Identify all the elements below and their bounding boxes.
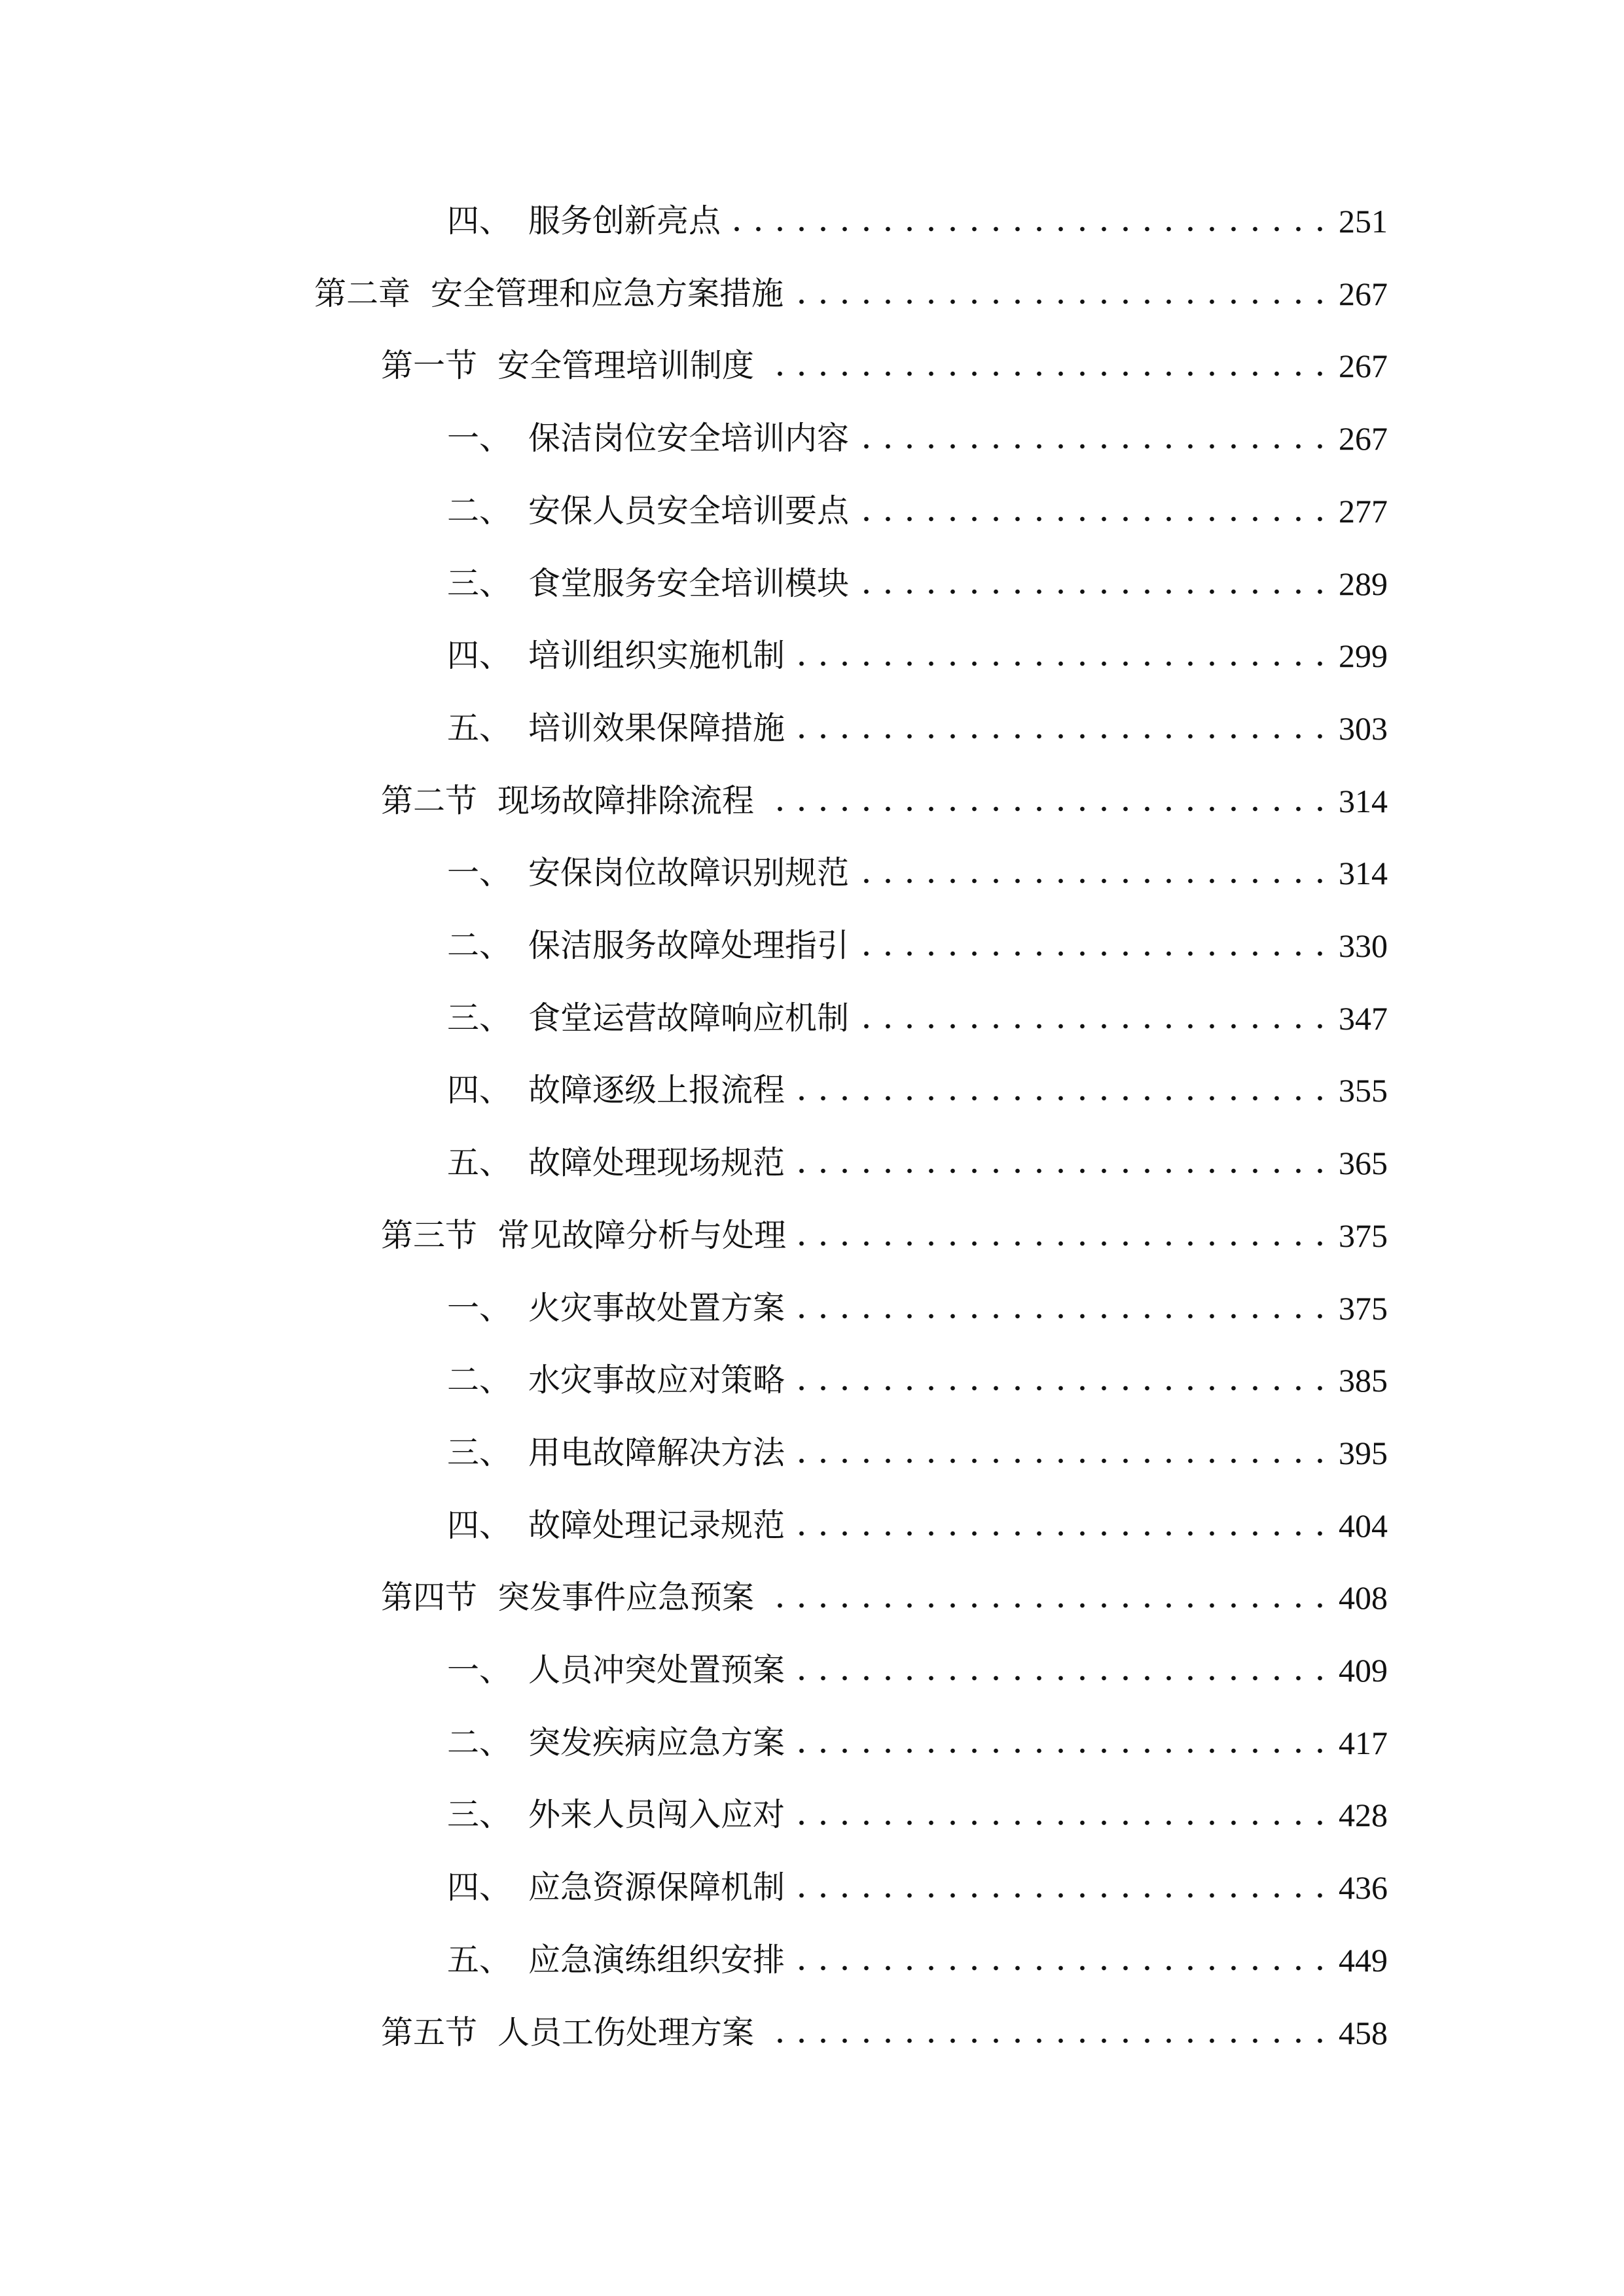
toc-page-number: 375 xyxy=(1339,1289,1388,1327)
toc-marker: 第一节 xyxy=(381,347,478,385)
toc-marker: 一、 xyxy=(447,1289,512,1327)
toc-entry-item[interactable] xyxy=(0,558,1388,610)
toc-title: 培训组织实施机制 xyxy=(528,637,785,675)
toc-entry-section[interactable] xyxy=(0,2007,1388,2059)
dot-leader xyxy=(793,268,1331,320)
toc-title: 水灾事故应对策略 xyxy=(528,1361,785,1399)
toc-title: 安全管理培训制度 xyxy=(497,347,755,385)
toc-title: 故障处理现场规范 xyxy=(528,1144,785,1182)
toc-page-number: 314 xyxy=(1339,855,1388,892)
toc-marker: 四、 xyxy=(447,202,512,240)
toc-marker: 四、 xyxy=(447,1506,512,1544)
toc-page-number: 314 xyxy=(1339,782,1388,819)
toc-title: 突发疾病应急方案 xyxy=(528,1723,785,1761)
dot-leader xyxy=(794,1499,1331,1552)
toc-entry-item[interactable] xyxy=(0,847,1388,899)
toc-marker: 第二章 xyxy=(314,274,411,312)
toc-entry-item[interactable] xyxy=(0,1861,1388,1914)
dot-leader xyxy=(794,1934,1331,1986)
toc-marker: 五、 xyxy=(447,1941,512,1979)
toc-entry-item[interactable] xyxy=(0,1282,1388,1335)
toc-page-number: 417 xyxy=(1339,1724,1388,1761)
dot-leader xyxy=(763,340,1331,392)
dot-leader xyxy=(795,1210,1331,1262)
toc-page-number: 375 xyxy=(1339,1217,1388,1254)
toc-marker: 第五节 xyxy=(381,2013,478,2051)
toc-marker: 四、 xyxy=(447,637,512,675)
dot-leader xyxy=(794,1354,1331,1407)
toc-entry-item[interactable] xyxy=(0,630,1388,682)
toc-marker: 四、 xyxy=(447,1071,512,1109)
toc-title: 保洁服务故障处理指引 xyxy=(528,927,850,964)
toc-entry-item[interactable] xyxy=(0,992,1388,1045)
toc-marker: 四、 xyxy=(447,1869,512,1907)
toc-entry-item[interactable] xyxy=(0,485,1388,537)
dot-leader xyxy=(858,485,1331,537)
toc-page-number: 289 xyxy=(1339,565,1388,602)
toc-entry-chapter[interactable] xyxy=(0,268,1388,320)
dot-leader xyxy=(794,1427,1331,1479)
dot-leader xyxy=(763,2007,1331,2059)
toc-page-number: 303 xyxy=(1339,709,1388,747)
toc-title: 现场故障排除流程 xyxy=(497,781,755,819)
toc-entry-item[interactable] xyxy=(0,920,1388,972)
toc-title: 安全管理和应急方案措施 xyxy=(431,274,784,312)
toc-title: 应急演练组织安排 xyxy=(528,1941,785,1979)
toc-marker: 第四节 xyxy=(381,1579,478,1617)
toc-marker: 三、 xyxy=(447,1796,512,1834)
dot-leader xyxy=(794,702,1331,755)
toc-title: 故障处理记录规范 xyxy=(528,1506,785,1544)
dot-leader xyxy=(763,1571,1331,1624)
toc-page-number: 404 xyxy=(1339,1507,1388,1544)
toc-title: 食堂运营故障响应机制 xyxy=(528,999,850,1037)
toc-title: 外来人员闯入应对 xyxy=(528,1796,785,1834)
toc-entry-item[interactable] xyxy=(0,412,1388,465)
toc-title: 应急资源保障机制 xyxy=(528,1869,785,1907)
toc-marker: 二、 xyxy=(447,1723,512,1761)
toc-entry-item[interactable] xyxy=(0,1717,1388,1769)
toc-entry-item[interactable] xyxy=(0,195,1388,247)
dot-leader xyxy=(794,1137,1331,1189)
toc-page-number: 449 xyxy=(1339,1941,1388,1979)
dot-leader xyxy=(730,195,1331,247)
toc-page-number: 365 xyxy=(1339,1145,1388,1182)
toc-title: 火灾事故处置方案 xyxy=(528,1289,785,1327)
dot-leader xyxy=(794,1789,1331,1841)
toc-entry-item[interactable] xyxy=(0,702,1388,755)
toc-page-number: 385 xyxy=(1339,1362,1388,1399)
dot-leader xyxy=(794,1064,1331,1117)
toc-page-number: 428 xyxy=(1339,1797,1388,1834)
toc-entry-section[interactable] xyxy=(0,1210,1388,1262)
toc-title: 安保人员安全培训要点 xyxy=(528,492,850,529)
toc-title: 人员冲突处置预案 xyxy=(528,1651,785,1689)
toc-marker: 三、 xyxy=(447,999,512,1037)
toc-marker: 二、 xyxy=(447,492,512,529)
dot-leader xyxy=(794,1644,1331,1696)
dot-leader xyxy=(763,775,1331,827)
toc-marker: 五、 xyxy=(447,1144,512,1182)
dot-leader xyxy=(794,630,1331,682)
toc-page-number: 251 xyxy=(1339,203,1388,240)
toc-entry-item[interactable] xyxy=(0,1354,1388,1407)
toc-entry-section[interactable] xyxy=(0,775,1388,827)
toc-page-number: 408 xyxy=(1339,1579,1388,1617)
toc-title: 保洁岗位安全培训内容 xyxy=(528,420,850,457)
toc-entry-item[interactable] xyxy=(0,1499,1388,1552)
toc-page-number: 458 xyxy=(1339,2014,1388,2051)
toc-title: 安保岗位故障识别规范 xyxy=(528,854,850,892)
toc-entry-section[interactable] xyxy=(0,340,1388,392)
toc-page-number: 299 xyxy=(1339,637,1388,675)
dot-leader xyxy=(794,1717,1331,1769)
dot-leader xyxy=(858,847,1331,899)
dot-leader xyxy=(858,558,1331,610)
toc-entry-item[interactable] xyxy=(0,1064,1388,1117)
dot-leader xyxy=(858,992,1331,1045)
toc-marker: 二、 xyxy=(447,1361,512,1399)
toc-entry-item[interactable] xyxy=(0,1137,1388,1189)
toc-title: 突发事件应急预案 xyxy=(497,1579,755,1617)
toc-page-number: 277 xyxy=(1339,492,1388,529)
toc-title: 食堂服务安全培训模块 xyxy=(528,564,850,602)
toc-marker: 第二节 xyxy=(381,781,478,819)
toc-marker: 第三节 xyxy=(381,1216,478,1254)
toc-page-number: 395 xyxy=(1339,1434,1388,1471)
toc-page-number: 436 xyxy=(1339,1869,1388,1907)
toc-marker: 五、 xyxy=(447,709,512,747)
toc-marker: 三、 xyxy=(447,1433,512,1471)
toc-title: 培训效果保障措施 xyxy=(528,709,785,747)
toc-entry-item[interactable] xyxy=(0,1789,1388,1841)
dot-leader xyxy=(794,1861,1331,1914)
toc-page-number: 409 xyxy=(1339,1652,1388,1689)
toc-title: 服务创新亮点 xyxy=(528,202,721,240)
toc-page-number: 330 xyxy=(1339,927,1388,964)
toc-page-number: 347 xyxy=(1339,999,1388,1037)
toc-marker: 一、 xyxy=(447,420,512,457)
toc-marker: 三、 xyxy=(447,564,512,602)
dot-leader xyxy=(858,412,1331,465)
toc-entry-item[interactable] xyxy=(0,1644,1388,1696)
toc-marker: 一、 xyxy=(447,854,512,892)
toc-page-number: 267 xyxy=(1339,348,1388,385)
toc-title: 人员工伤处理方案 xyxy=(497,2013,755,2051)
dot-leader xyxy=(794,1282,1331,1335)
toc-title: 常见故障分析与处理 xyxy=(497,1216,787,1254)
toc-entry-section[interactable] xyxy=(0,1571,1388,1624)
toc-entry-item[interactable] xyxy=(0,1427,1388,1479)
toc-page-number: 267 xyxy=(1339,420,1388,457)
toc-marker: 二、 xyxy=(447,927,512,964)
toc-page-number: 267 xyxy=(1339,275,1388,312)
toc-page-number: 355 xyxy=(1339,1072,1388,1109)
toc-title: 故障逐级上报流程 xyxy=(528,1071,785,1109)
toc-title: 用电故障解决方法 xyxy=(528,1433,785,1471)
toc-marker: 一、 xyxy=(447,1651,512,1689)
toc-entry-item[interactable] xyxy=(0,1934,1388,1986)
dot-leader xyxy=(858,920,1331,972)
